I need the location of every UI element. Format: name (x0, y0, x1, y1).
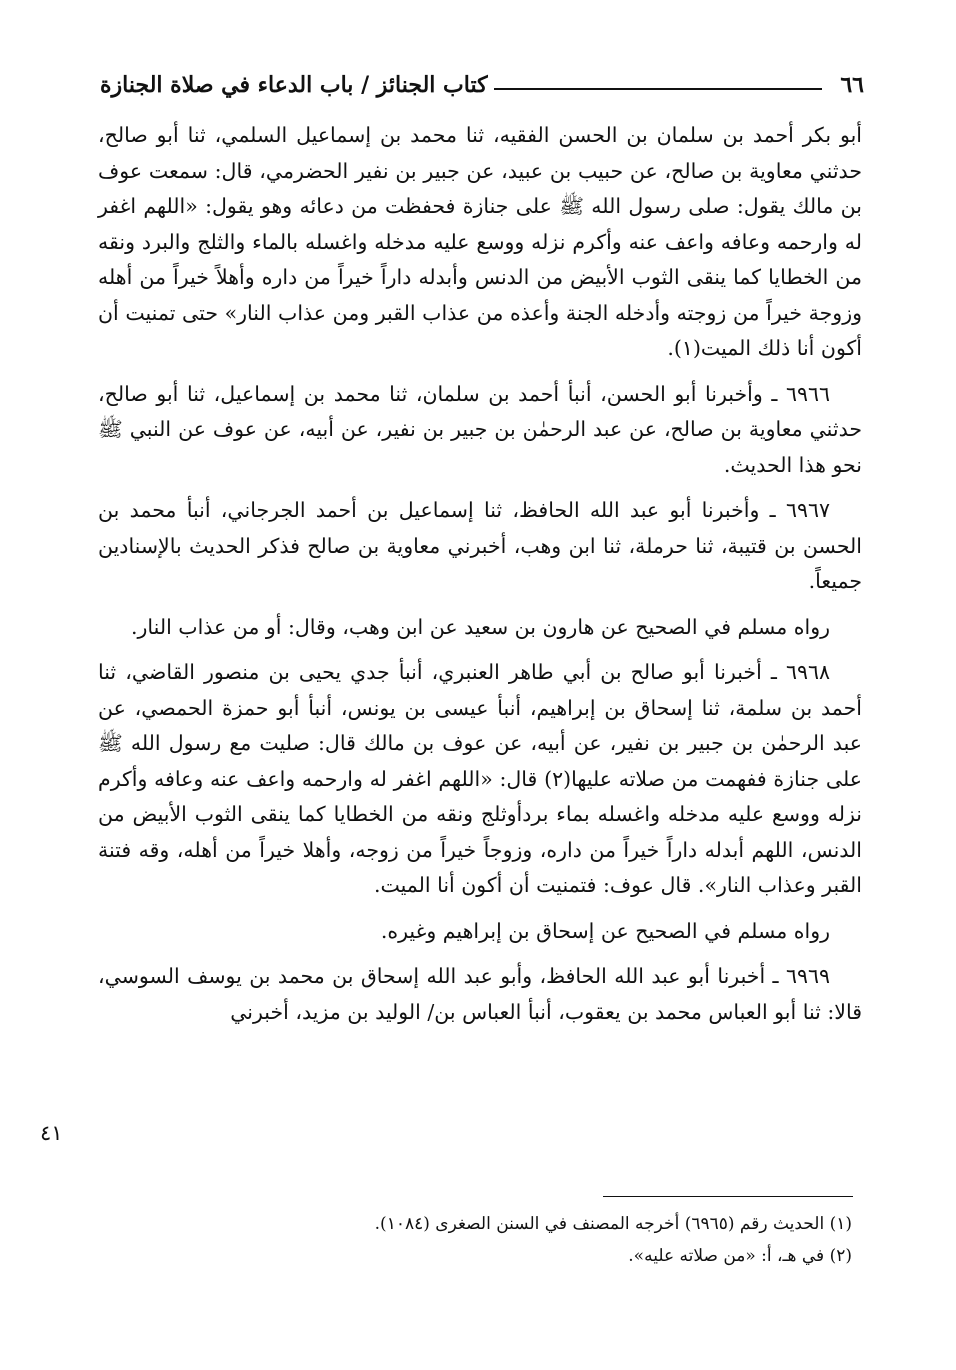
footnote-2: (٢) في هـ، أ: «من صلاته عليه». (628, 1246, 852, 1266)
main-text (98, 118, 862, 1030)
footnote-divider (603, 1196, 853, 1197)
margin-volume-number: ٤١ (40, 1121, 63, 1145)
muslim-note-1: رواه مسلم في الصحيح عن هارون بن سعيد عن ابن وهب، وقال: أو من عذاب النار. (130, 614, 830, 639)
hadith-6968: ٦٩٦٨ ـ أخبرنا أبو صالح بن أبي طاهر العنبري، أنبأ جدي يحيى بن منصور القاضي، ثنا أحمد بن سلمة، ثنا إسحاق بن إبراهيم، أنبأ عيسى بن يونس، أنبأ أبو حمزة الحمصي، عن عبد الرحمٰن بن جبير بن نفير، عن أبيه، عن عوف بن مالك قال: صليت مع رسول الله ﷺ على جنازة ففهمت من صلاته عليها(٢) قال: «اللهم اغفر له وارحمه واعف عنه وعافه وأكرم نزله ووسع عليه مدخله واغسله بماء بردأوثلج ونقه من الخطايا كما ينقى الثوب الأبيض من الدنس، اللهم أبدله داراً خيراً من داره، وزوجاً خيراً من زوجه، وأهلا خيراً من أهله، وقه فتنة القبر وعذاب النار». قال عوف: فتمنيت أن أكون أنا الميت. (98, 660, 862, 897)
hadith-6967: ٦٩٦٧ ـ وأخبرنا أبو عبد الله الحافظ، ثنا إسماعيل بن أحمد الجرجاني، أنبأ محمد بن الحسن بن قتيبة، ثنا حرملة، ثنا ابن وهب، أخبرني معاوية بن صالح فذكر الحديث بالإسنادين جميعاً. (98, 498, 862, 593)
running-header (100, 58, 864, 98)
muslim-note-2: رواه مسلم في الصحيح عن إسحاق بن إبراهيم وغيره. (380, 918, 830, 943)
footnotes (98, 1208, 852, 1272)
hadith-6969: ٦٩٦٩ ـ أخبرنا أبو عبد الله الحافظ، وأبو عبد الله إسحاق بن محمد بن يوسف السوسي، قالا: ثنا أبو العباس محمد بن يعقوب، أنبأ العباس بن/ الوليد بن مزيد، أخبرني (98, 964, 862, 1024)
hadith-6966: ٦٩٦٦ ـ وأخبرنا أبو الحسن، أنبأ أحمد بن سلمان، ثنا محمد بن إسماعيل، ثنا أبو صالح، حدثني معاوية بن صالح، عن عبد الرحمٰن بن جبير بن نفير، عن أبيه، عن عوف عن النبي ﷺ نحو هذا الحديث. (98, 381, 862, 477)
header-rule (494, 88, 823, 90)
page-number: ٦٦ (840, 72, 864, 98)
chapter-title: كتاب الجنائز / باب الدعاء في صلاة الجنازة (100, 72, 488, 98)
footnote-1: (١) الحديث رقم (٦٩٦٥) أخرجه المصنف في السنن الصغرى (١٠٨٤). (374, 1214, 852, 1234)
paragraph-isnad-continuation: أبو بكر أحمد بن سلمان بن الحسن الفقيه، ثنا محمد بن إسماعيل السلمي، ثنا أبو صالح، حدثني معاوية بن صالح، عن حبيب بن عبيد، عن جبير بن نفير الحضرمي، قال: سمعت عوف بن مالك يقول: صلى رسول الله ﷺ على جنازة فحفظت من دعائه وهو يقول: «اللهم اغفر له وارحمه وعافه واعف عنه وأكرم نزله ووسع عليه مدخله واغسله بالماء والثلج والبرد ونقه من الخطايا كما ينقى الثوب الأبيض من الدنس وأبدله داراً خيراً من داره وأهلاً خيراً من أهله وزوجة خيراً من زوجته وأدخله الجنة وأعذه من عذاب القبر ومن عذاب النار» حتى تمنيت أن أكون أنا ذلك الميت(١). (98, 123, 862, 360)
